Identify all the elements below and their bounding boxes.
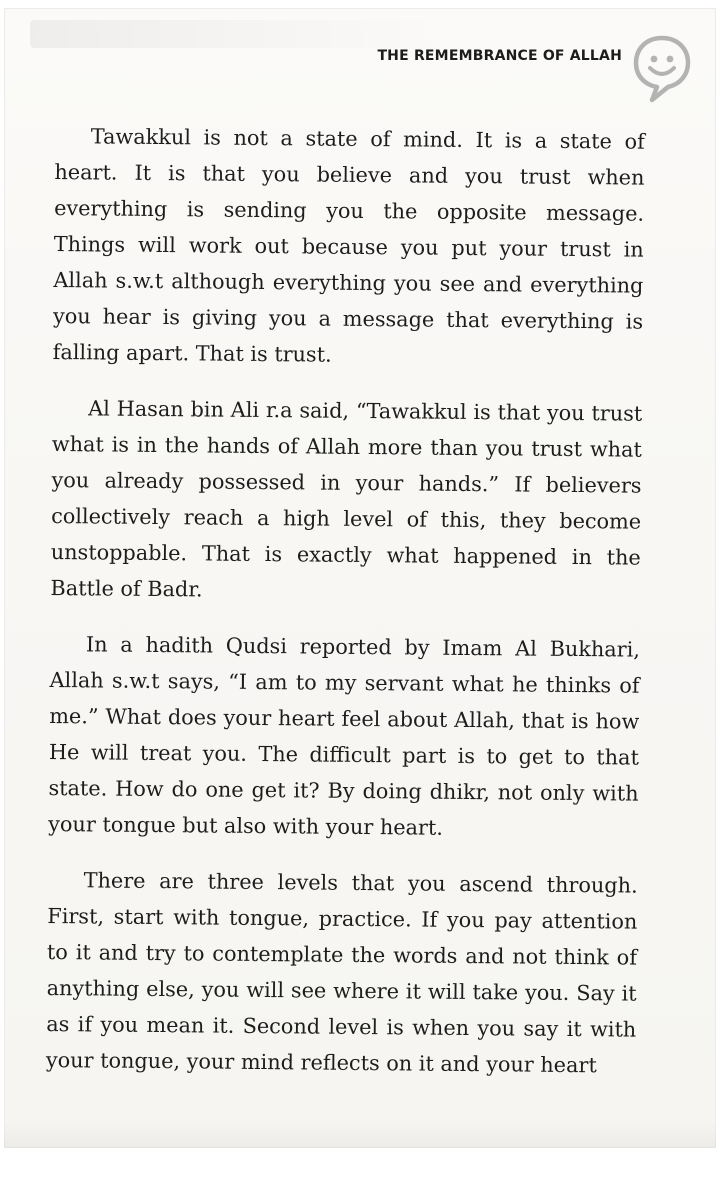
page-bottom-shadow [4,1118,716,1148]
paragraph-tawakkul-definition: Tawakkul is not a state of mind. It is a state of heart. It is that you believe and you trust when everything is sending you the opposite message. Things will work out because you put your trust in Allah s.w.t although everything you see and everything you hear is giving you a message that everything is falling apart. That is trust. [52,124,645,367]
paragraph-hadith-qudsi: In a hadith Qudsi reported by Imam Al Bukhari, Allah s.w.t says, “I am to my servant what he thinks of me.” What does your heart feel about Allah, that is how He will treat you. The difficult part is to get to that state. How do one get it? By doing dhikr, not only with your tongue but also with your heart. [48,632,641,840]
running-header: THE REMEMBRANCE OF ALLAH [377,48,622,64]
paragraph-three-levels: There are three levels that you ascend through. First, start with tongue, practice. If you pay attention to it and try to contemplate the words and not think of anything else, you will see where it will take you. Say it as if you mean it. Second level is when you say it with your tongue, your mind reflects on it and your heart [45,868,638,1078]
body-text [46,118,645,1104]
smiley-speech-bubble-icon [632,32,692,104]
paragraph-al-hasan-quote: Al Hasan bin Ali r.a said, “Tawakkul is that you trust what is in the hands of Allah more than you trust what you already possessed in your hands.” If believers collectively reach a high level of this, they become unstoppable. That is exactly what happened in the Battle of Badr. [50,396,643,602]
bleed-through-shadow [30,20,450,48]
